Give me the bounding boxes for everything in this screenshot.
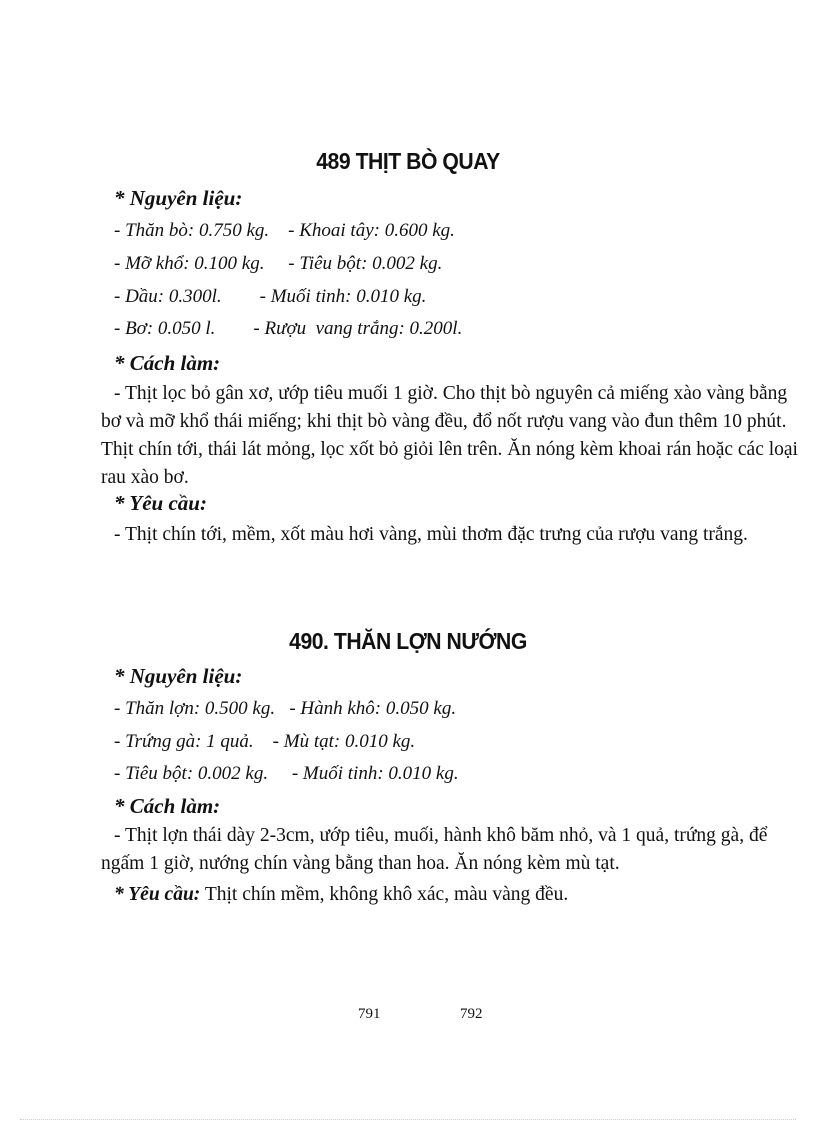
method-line: bơ và mỡ khổ thái miếng; khi thịt bò vàng đều, đổ nốt rượu vang vào đun thêm 10 phút. <box>101 411 787 432</box>
recipe-1-ingredient-line: - Thăn bò: 0.750 kg. - Khoai tây: 0.600 kg. <box>114 220 455 241</box>
recipe-1-method-heading: * Cách làm: <box>114 351 221 375</box>
method-line: rau xào bơ. <box>101 467 189 488</box>
recipe-1-title: 489 THỊT BÒ QUAY <box>316 148 500 174</box>
recipe-2-ingredient-line: - Trứng gà: 1 quả. - Mù tạt: 0.010 kg. <box>114 731 416 752</box>
recipe-1-requirements-text <box>114 521 748 549</box>
recipe-2-ingredient-line: - Thăn lợn: 0.500 kg. - Hành khô: 0.050 kg. <box>114 698 457 719</box>
recipe-2-requirements-label: * Yêu cầu: <box>114 884 201 905</box>
method-line: - Thịt lợn thái dày 2-3cm, ướp tiêu, muối, hành khô băm nhỏ, và 1 quả, trứng gà, để <box>114 825 768 846</box>
recipe-2-ingredient-line: - Tiêu bột: 0.002 kg. - Muối tinh: 0.010 kg. <box>114 763 459 784</box>
recipe-2-method-heading: * Cách làm: <box>114 794 221 818</box>
page-number-left: 791 <box>358 1006 381 1022</box>
method-line: Thịt chín tới, thái lát mỏng, lọc xốt bỏ giỏi lên trên. Ăn nóng kèm khoai rán hoặc các loại <box>101 439 798 460</box>
recipe-2-title: 490. THĂN LỢN NƯỚNG <box>289 628 527 654</box>
recipe-2-requirements <box>114 884 568 906</box>
recipe-2-requirements-text: Thịt chín mềm, không khô xác, màu vàng đều. <box>200 884 569 905</box>
recipe-1-method-text <box>101 380 798 492</box>
method-line: ngấm 1 giờ, nướng chín vàng bằng than hoa. Ăn nóng kèm mù tạt. <box>101 853 620 874</box>
requirements-line: - Thịt chín tới, mềm, xốt màu hơi vàng, mùi thơm đặc trưng của rượu vang trắng. <box>114 524 748 545</box>
footer-divider <box>20 1119 796 1120</box>
recipe-1-ingredient-line: - Dầu: 0.300l. - Muối tinh: 0.010 kg. <box>114 286 427 307</box>
recipe-2-ingredients-heading: * Nguyên liệu: <box>114 664 243 688</box>
recipe-1-requirements-heading: * Yêu cầu: <box>114 491 207 515</box>
method-line: - Thịt lọc bỏ gân xơ, ướp tiêu muối 1 giờ. Cho thịt bò nguyên cả miếng xào vàng bằng <box>114 383 788 404</box>
recipe-2-method-text <box>101 822 767 878</box>
recipe-1-ingredient-line: - Mỡ khổ: 0.100 kg. - Tiêu bột: 0.002 kg. <box>114 253 443 274</box>
recipe-1-ingredients-heading: * Nguyên liệu: <box>114 186 243 210</box>
recipe-1-ingredient-line: - Bơ: 0.050 l. - Rượu vang trắng: 0.200l. <box>114 318 463 339</box>
page-number-right: 792 <box>460 1006 483 1022</box>
